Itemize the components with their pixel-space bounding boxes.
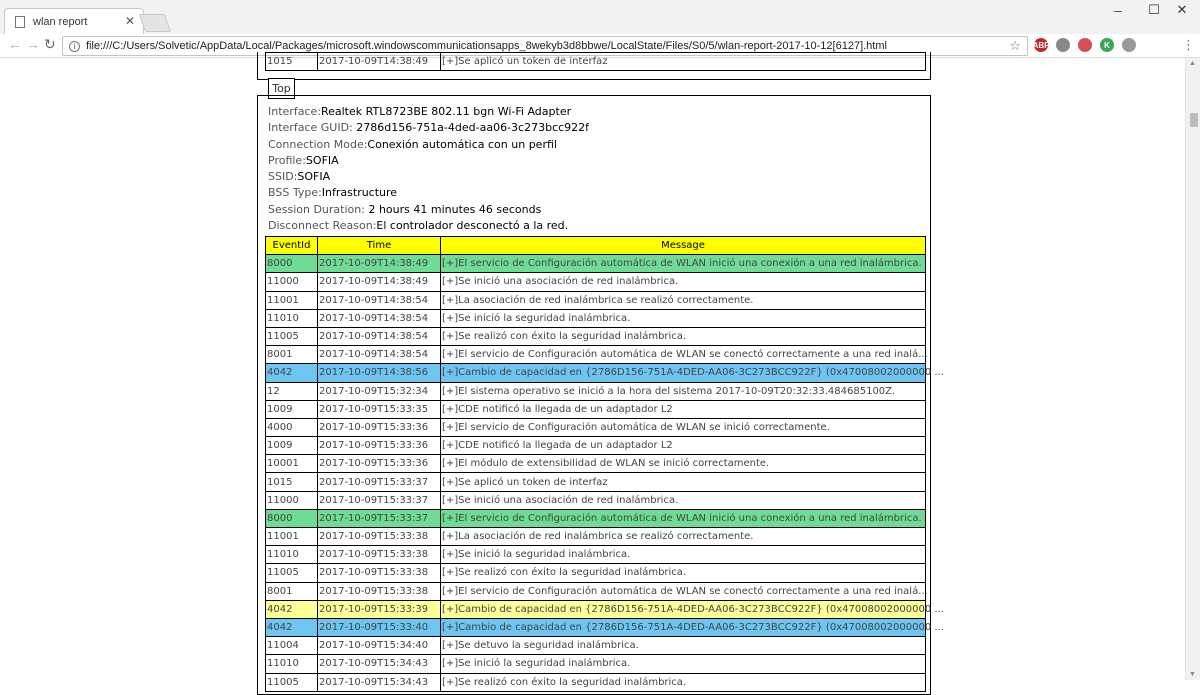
table-row — [266, 600, 926, 618]
event-id: 12 — [266, 382, 318, 400]
event-time: 2017-10-09T15:33:37 — [318, 473, 441, 491]
info-line — [268, 153, 589, 169]
scrollbar-thumb[interactable] — [1190, 113, 1198, 127]
table-row — [266, 327, 926, 345]
info-value: SOFIA — [297, 170, 331, 184]
table-row — [266, 53, 926, 71]
table-row — [266, 437, 926, 455]
k-icon[interactable]: K — [1100, 38, 1114, 52]
translate-icon[interactable] — [1122, 38, 1136, 52]
table-row — [266, 673, 926, 691]
back-icon[interactable]: ← — [8, 36, 22, 52]
bookmark-star-icon[interactable]: ☆ — [1009, 38, 1021, 53]
event-id: 11005 — [266, 673, 318, 691]
event-message[interactable]: [+]Se realizó con éxito la seguridad inalámbrica. — [441, 564, 926, 582]
event-id: 11010 — [266, 546, 318, 564]
reload-icon[interactable]: ↻ — [44, 36, 56, 52]
info-value: SOFIA — [305, 153, 339, 167]
event-message[interactable]: [+]CDE notificó la llegada de un adaptador L2 — [441, 400, 926, 418]
event-time: 2017-10-09T15:34:43 — [318, 655, 441, 673]
info-value: 2 hours 41 minutes 46 seconds — [368, 202, 542, 216]
event-time: 2017-10-09T15:33:36 — [318, 418, 441, 436]
menu-icon[interactable]: ⋮ — [1182, 37, 1195, 52]
table-row — [266, 546, 926, 564]
event-id: 8001 — [266, 582, 318, 600]
info-line — [268, 120, 589, 136]
table-row — [266, 273, 926, 291]
event-id: 4042 — [266, 364, 318, 382]
address-text: file:///C:/Users/Solvetic/AppData/Local/Packages/microsoft.windowscommunicationsapps_8wekyb3d8bbwe/LocalState/Files/S0/5/wlan-report-2017-10-12[6127].html — [86, 40, 887, 52]
event-time: 2017-10-09T15:33:35 — [318, 400, 441, 418]
previous-session-box — [257, 52, 931, 80]
event-message[interactable]: [+]El módulo de extensibilidad de WLAN se inició correctamente. — [441, 455, 926, 473]
event-message[interactable]: [+]Cambio de capacidad en {2786D156-751A-4DED-AA06-3C273BCC922F} (0x47008002000000 ... — [441, 600, 926, 618]
info-label: Disconnect Reason: — [268, 219, 377, 233]
info-label: Interface GUID: — [268, 121, 357, 135]
table-row — [266, 309, 926, 327]
pocket-icon[interactable] — [1078, 38, 1092, 52]
event-time: 2017-10-09T15:33:40 — [318, 618, 441, 636]
event-message[interactable]: [+]Se realizó con éxito la seguridad inalámbrica. — [441, 673, 926, 691]
table-row — [266, 655, 926, 673]
event-message[interactable]: [+]El servicio de Configuración automática de WLAN inició una conexión a una red inalámbrica. — [441, 509, 926, 527]
event-id: 11010 — [266, 309, 318, 327]
event-message[interactable]: [+]Cambio de capacidad en {2786D156-751A-4DED-AA06-3C273BCC922F} (0x47008002000000 ... — [441, 618, 926, 636]
info-icon[interactable]: i — [69, 41, 80, 52]
event-time: 2017-10-09T14:38:54 — [318, 309, 441, 327]
table-row — [266, 291, 926, 309]
table-row — [266, 346, 926, 364]
event-id: 4042 — [266, 618, 318, 636]
event-id: 8000 — [266, 255, 318, 273]
event-message[interactable]: [+]Se realizó con éxito la seguridad inalámbrica. — [441, 327, 926, 345]
event-id: 11005 — [266, 327, 318, 345]
event-message[interactable]: [+]El servicio de Configuración automática de WLAN se inició correctamente. — [441, 418, 926, 436]
scroll-down-icon[interactable]: ▼ — [1189, 671, 1196, 678]
event-time: 2017-10-09T14:38:49 — [318, 255, 441, 273]
event-id: 11004 — [266, 637, 318, 655]
event-time: 2017-10-09T15:33:38 — [318, 564, 441, 582]
info-line — [268, 169, 589, 185]
event-message[interactable]: [+]La asociación de red inalámbrica se realizó correctamente. — [441, 291, 926, 309]
event-time: 2017-10-09T15:34:43 — [318, 673, 441, 691]
browser-tab[interactable] — [4, 8, 144, 34]
info-line — [268, 104, 589, 120]
table-row — [266, 582, 926, 600]
table-row — [266, 564, 926, 582]
title-bar — [0, 0, 1200, 34]
event-time: 2017-10-09T14:38:54 — [318, 327, 441, 345]
event-time: 2017-10-09T15:33:38 — [318, 582, 441, 600]
event-id: 11001 — [266, 291, 318, 309]
table-row — [266, 255, 926, 273]
scroll-up-icon[interactable]: ▲ — [1189, 60, 1196, 67]
event-message[interactable]: [+]Se detuvo la seguridad inalámbrica. — [441, 637, 926, 655]
event-message[interactable]: [+]El sistema operativo se inició a la hora del sistema 2017-10-09T20:32:33.484685100Z. — [441, 382, 926, 400]
event-time: 2017-10-09T14:38:56 — [318, 364, 441, 382]
event-time: 2017-10-09T15:33:36 — [318, 437, 441, 455]
event-time: 2017-10-09T15:34:40 — [318, 637, 441, 655]
previous-events-table — [265, 52, 926, 71]
session-info — [268, 104, 589, 234]
event-id: 11001 — [266, 528, 318, 546]
event-message[interactable]: [+]Cambio de capacidad en {2786D156-751A-4DED-AA06-3C273BCC922F} (0x47008002000000 ... — [441, 364, 926, 382]
events-table — [265, 236, 944, 692]
info-value: El controlador desconectó a la red. — [376, 219, 569, 233]
tab-title: wlan report — [33, 15, 88, 28]
close-window-button[interactable]: ✕ — [1176, 2, 1188, 17]
table-row — [266, 418, 926, 436]
tab-close-icon[interactable]: ✕ — [124, 14, 135, 28]
minimize-button[interactable]: – — [1114, 2, 1122, 18]
info-value: Realtek RTL8723BE 802.11 bgn Wi-Fi Adapter — [320, 105, 572, 118]
table-row — [266, 618, 926, 636]
info-line — [268, 137, 589, 153]
table-row — [266, 509, 926, 527]
info-line — [268, 202, 589, 218]
table-row — [266, 400, 926, 418]
event-message[interactable]: [+]Se inició la seguridad inalámbrica. — [441, 546, 926, 564]
table-header-row — [266, 237, 926, 255]
forward-icon[interactable]: → — [26, 36, 40, 52]
table-row — [266, 637, 926, 655]
event-id: 8001 — [266, 346, 318, 364]
top-link[interactable]: Top — [268, 78, 295, 99]
event-time: 2017-10-09T15:33:39 — [318, 600, 441, 618]
table-row — [266, 364, 926, 382]
header-eventid[interactable]: EventId — [266, 237, 318, 255]
event-time: 2017-10-09T15:33:37 — [318, 509, 441, 527]
event-time: 2017-10-09T15:33:38 — [318, 528, 441, 546]
info-value: Infrastructure — [321, 186, 398, 200]
event-message[interactable]: [+]Se inició una asociación de red inalámbrica. — [441, 273, 926, 291]
abp-icon[interactable]: ABP — [1034, 38, 1048, 52]
event-id: 8000 — [266, 509, 318, 527]
event-id: 11010 — [266, 655, 318, 673]
event-message[interactable]: [+]La asociación de red inalámbrica se realizó correctamente. — [441, 528, 926, 546]
header-message[interactable]: Message — [441, 237, 926, 255]
event-id: 1009 — [266, 400, 318, 418]
info-label: SSID: — [268, 170, 298, 184]
info-label: Profile: — [268, 153, 306, 167]
event-message[interactable]: [+]El servicio de Configuración automática de WLAN se conectó correctamente a una red inalá... — [441, 582, 926, 600]
session-box — [257, 95, 944, 695]
event-id: 11000 — [266, 273, 318, 291]
event-message: [+]Se aplicó un token de interfaz — [441, 53, 926, 71]
info-value: 2786d156-751a-4ded-aa06-3c273bcc922f — [356, 121, 590, 135]
event-time: 2017-10-09T14:38:54 — [318, 291, 441, 309]
info-value: Conexión automática con un perfil — [367, 137, 557, 151]
event-time: 2017-10-09T15:33:36 — [318, 455, 441, 473]
info-label: Session Duration: — [268, 202, 369, 216]
maximize-button[interactable]: ☐ — [1148, 2, 1160, 17]
event-id: 1009 — [266, 437, 318, 455]
header-time[interactable]: Time — [318, 237, 441, 255]
table-row — [266, 473, 926, 491]
event-id: 1015 — [266, 53, 318, 71]
table-row — [266, 455, 926, 473]
table-row — [266, 382, 926, 400]
info-line — [268, 218, 589, 234]
event-id: 4042 — [266, 600, 318, 618]
event-id: 10001 — [266, 455, 318, 473]
event-message[interactable]: [+]Se inició la seguridad inalámbrica. — [441, 309, 926, 327]
info-label: Interface: — [268, 105, 321, 118]
new-tab-button[interactable] — [139, 14, 172, 32]
event-id: 1015 — [266, 473, 318, 491]
info-line — [268, 185, 589, 201]
event-time: 2017-10-09T14:38:54 — [318, 346, 441, 364]
info-label: BSS Type: — [268, 186, 322, 200]
event-message[interactable]: [+]El servicio de Configuración automática de WLAN se conectó correctamente a una red inalá... — [441, 346, 926, 364]
table-row — [266, 491, 926, 509]
event-time: 2017-10-09T14:38:49 — [318, 273, 441, 291]
event-time: 2017-10-09T15:33:37 — [318, 491, 441, 509]
event-time: 2017-10-09T15:32:34 — [318, 382, 441, 400]
event-message[interactable]: [+]El servicio de Configuración automática de WLAN inició una conexión a una red inalámbrica. — [441, 255, 926, 273]
info-label: Connection Mode: — [268, 137, 368, 151]
page-viewport — [0, 56, 1185, 688]
event-message[interactable]: [+]Se inició la seguridad inalámbrica. — [441, 655, 926, 673]
event-message[interactable]: [+]Se inició una asociación de red inalámbrica. — [441, 491, 926, 509]
event-id: 11005 — [266, 564, 318, 582]
save-icon[interactable] — [1056, 38, 1070, 52]
page-icon — [15, 16, 25, 28]
event-id: 4000 — [266, 418, 318, 436]
event-message[interactable]: [+]Se aplicó un token de interfaz — [441, 473, 926, 491]
vertical-scrollbar[interactable] — [1185, 58, 1200, 680]
table-row — [266, 528, 926, 546]
event-message[interactable]: [+]CDE notificó la llegada de un adaptador L2 — [441, 437, 926, 455]
event-id: 11000 — [266, 491, 318, 509]
event-time: 2017-10-09T15:33:38 — [318, 546, 441, 564]
event-time: 2017-10-09T14:38:49 — [318, 53, 441, 71]
